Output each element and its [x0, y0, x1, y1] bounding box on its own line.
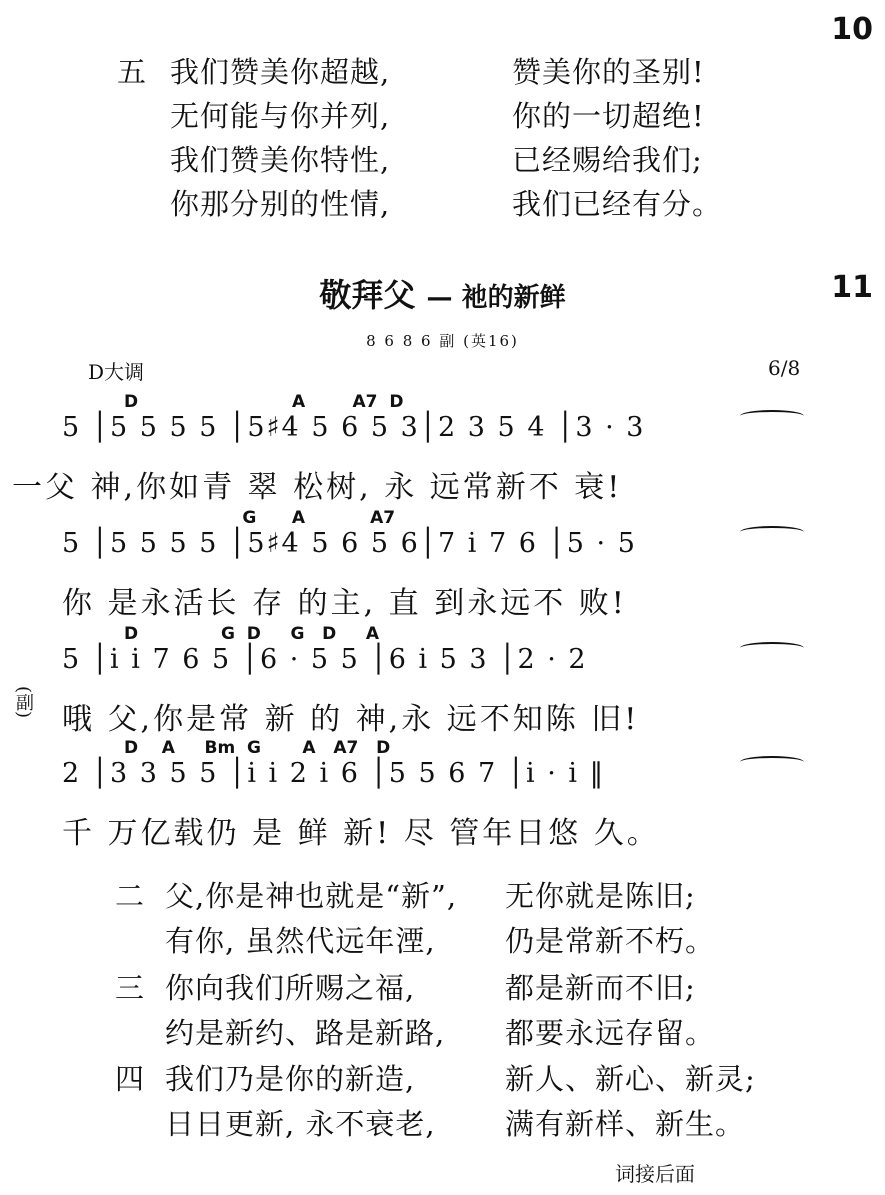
verse-line-left: 你向我们所赐之福, [165, 971, 416, 1005]
verse-line-right: 我们已经有分。 [512, 187, 723, 221]
lyric-row: 千 万亿载仍 是 鲜 新! 尽 管年日悠 久。 [62, 816, 660, 851]
time-signature: 6/8 [768, 356, 801, 380]
verse-line-left: 约是新约、路是新路, [165, 1016, 446, 1050]
verse-line-right: 赞美你的圣别! [512, 55, 705, 89]
tie-mark [740, 756, 804, 768]
tie-mark [740, 410, 804, 422]
hymn-subtitle: — 祂的新鲜 [426, 283, 566, 313]
verse-line-right: 都是新而不旧; [505, 971, 696, 1005]
verse-line-left: 有你, 虽然代远年湮, [165, 924, 436, 958]
verse-label: 二 [115, 879, 146, 913]
notes-row: 5 │i i 7 6 5 │6 · 5 5 │6 i 5 3 │2 · 2 [62, 644, 588, 675]
lyric-row: 你 是永活长 存 的主, 直 到永远不 败! [62, 586, 627, 621]
verse-line-left: 你那分别的性情, [170, 187, 391, 221]
verse-line-right: 新人、新心、新灵; [505, 1062, 756, 1096]
verse-label: 三 [115, 971, 146, 1005]
lyric-row: 哦 父,你是常 新 的 神,永 远不知陈 旧! [62, 702, 640, 737]
verse-line-left: 我们赞美你超越, [170, 55, 391, 89]
continued-note: 词接后面 [615, 1162, 695, 1186]
verse-line-right: 满有新样、新生。 [505, 1107, 746, 1141]
verse-label: 四 [115, 1062, 146, 1096]
hymn-number-prev: 10 [831, 12, 873, 47]
verse-line-left: 父,你是神也就是“新”, [165, 879, 458, 913]
key-signature: D大调 [88, 360, 145, 384]
hymn-meter: 8 6 8 6 副 (英16) [366, 332, 519, 350]
tie-mark [740, 642, 804, 654]
verse-label: 五 [117, 55, 148, 89]
verse-line-right: 仍是常新不朽。 [505, 924, 716, 958]
hymn-number: 11 [831, 270, 873, 305]
notes-row: 5 │5 5 5 5 │5♯4 5 6 5 3│2 3 5 4 │3 · 3 [62, 412, 646, 443]
chord-row: D A Bm G A A7 D [124, 738, 391, 758]
hymn-title [0, 270, 885, 316]
chord-row: D G D G D A [124, 624, 380, 644]
verse-line-left: 日日更新, 永不衰老, [165, 1107, 436, 1141]
verse-line-right: 无你就是陈旧; [505, 879, 696, 913]
verse-line-left: 我们赞美你特性, [170, 143, 391, 177]
chord-row: G A A7 [124, 508, 396, 528]
verse-line-left: 我们乃是你的新造, [165, 1062, 416, 1096]
tie-mark [740, 526, 804, 538]
lyric-row: 一父 神,你如青 翠 松树, 永 远常新不 衰! [12, 470, 623, 505]
verse-line-left: 无何能与你并列, [170, 99, 391, 133]
chord-row: D A A7 D [124, 392, 404, 412]
verse-line-right: 你的一切超绝! [512, 99, 705, 133]
hymn-title-main: 敬拜父 [319, 276, 416, 314]
verse-line-right: 都要永远存留。 [505, 1016, 716, 1050]
refrain-label: (副) [13, 686, 34, 719]
notes-row: 2 │3 3 5 5 │i i 2 i 6 │5 5 6 7 │i · i ‖ [62, 758, 606, 789]
notes-row: 5 │5 5 5 5 │5♯4 5 6 5 6│7 i 7 6 │5 · 5 [62, 528, 637, 559]
verse-line-right: 已经赐给我们; [512, 143, 703, 177]
